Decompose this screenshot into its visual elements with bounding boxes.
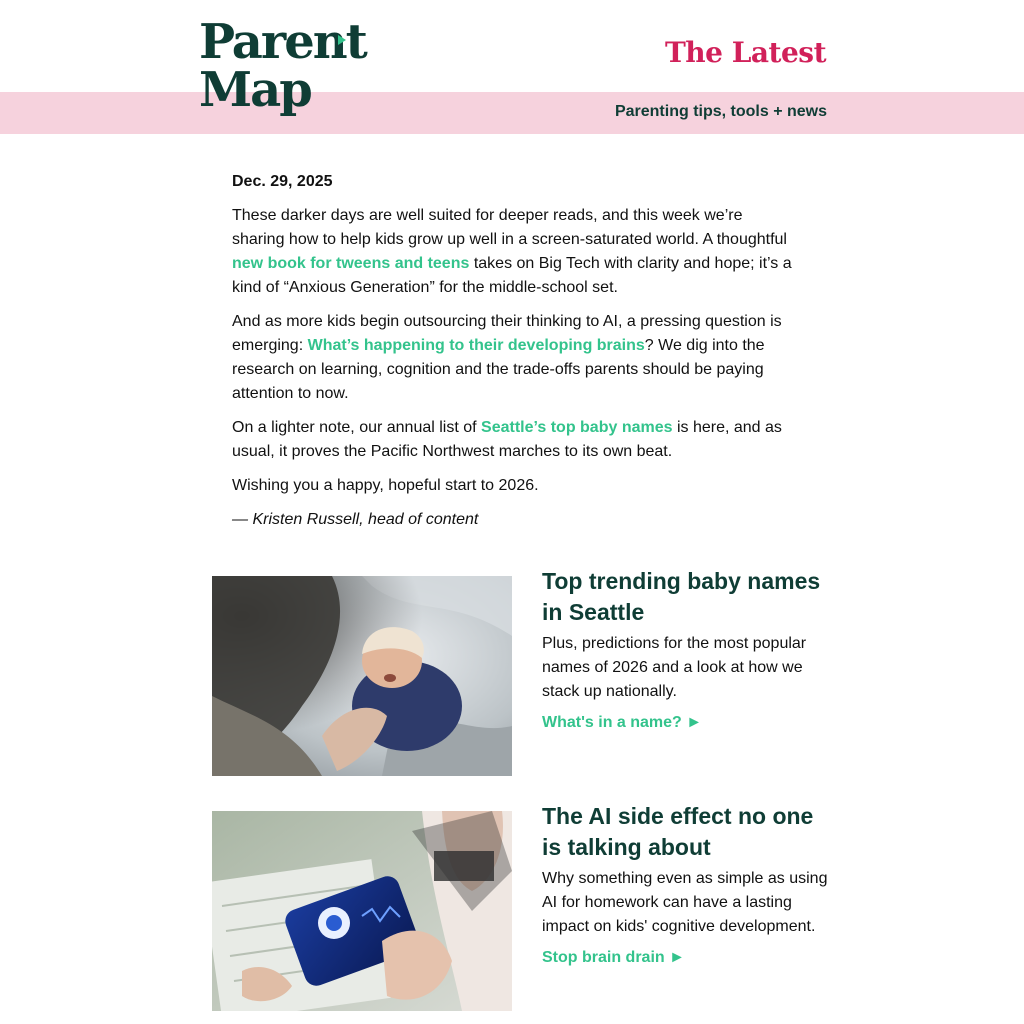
baby-photo[interactable]	[212, 576, 512, 776]
child-with-phone-image	[212, 811, 512, 1011]
parentmap-logo[interactable]	[199, 14, 366, 124]
intro-paragraph-3: On a lighter note, our annual list of Seattle’s top baby names is here, and as usual, it proves the Pacific Northwest marches to its own beat.	[232, 419, 782, 460]
article-text	[542, 566, 828, 732]
newsletter-title: The Latest	[664, 36, 826, 69]
article-text	[542, 801, 828, 967]
newborn-baby-image	[212, 576, 512, 776]
developing-brains-link[interactable]: What’s happening to their developing brains	[307, 337, 645, 354]
issue-date: Dec. 29, 2025	[232, 173, 333, 190]
logo-word-parent: Parent	[199, 14, 366, 70]
baby-names-cta-link[interactable]: What's in a name? ►	[542, 714, 703, 731]
signature: — Kristen Russell, head of content	[232, 511, 479, 528]
logo-word-map: Map	[199, 62, 311, 118]
article-description: Why something even as simple as using AI for homework can have a lasting impact on kids' cognitive development.	[542, 870, 828, 935]
logo-play-icon	[338, 35, 346, 45]
article-title[interactable]: Top trending baby names in Seattle	[542, 568, 821, 625]
tagline: Parenting tips, tools + news	[614, 103, 827, 120]
new-book-link[interactable]: new book for tweens and teens	[232, 255, 470, 272]
intro-paragraph-4: Wishing you a happy, hopeful start to 2026.	[232, 477, 539, 494]
article-description: Plus, predictions for the most popular names of 2026 and a look at how we stack up nationally.	[542, 635, 807, 700]
tagline-band	[0, 92, 1024, 134]
intro-letter	[232, 170, 792, 542]
intro-paragraph-2: And as more kids begin outsourcing their thinking to AI, a pressing question is emerging: What’s happening to their developing brains? We dig into the research on learning, cognition and the trade-offs parents should be paying attention to now.	[232, 313, 782, 402]
brain-drain-cta-link[interactable]: Stop brain drain ►	[542, 949, 685, 966]
ai-photo[interactable]	[212, 811, 512, 1011]
intro-paragraph-1: These darker days are well suited for deeper reads, and this week we’re sharing how to help kids grow up well in a screen-saturated world. A thoughtful new book for tweens and teens takes on Big Tech with clarity and hope; it’s a kind of “Anxious Generation” for the middle-school set.	[232, 207, 792, 296]
baby-names-link[interactable]: Seattle’s top baby names	[481, 419, 673, 436]
article-title[interactable]: The AI side effect no one is talking about	[542, 803, 814, 860]
